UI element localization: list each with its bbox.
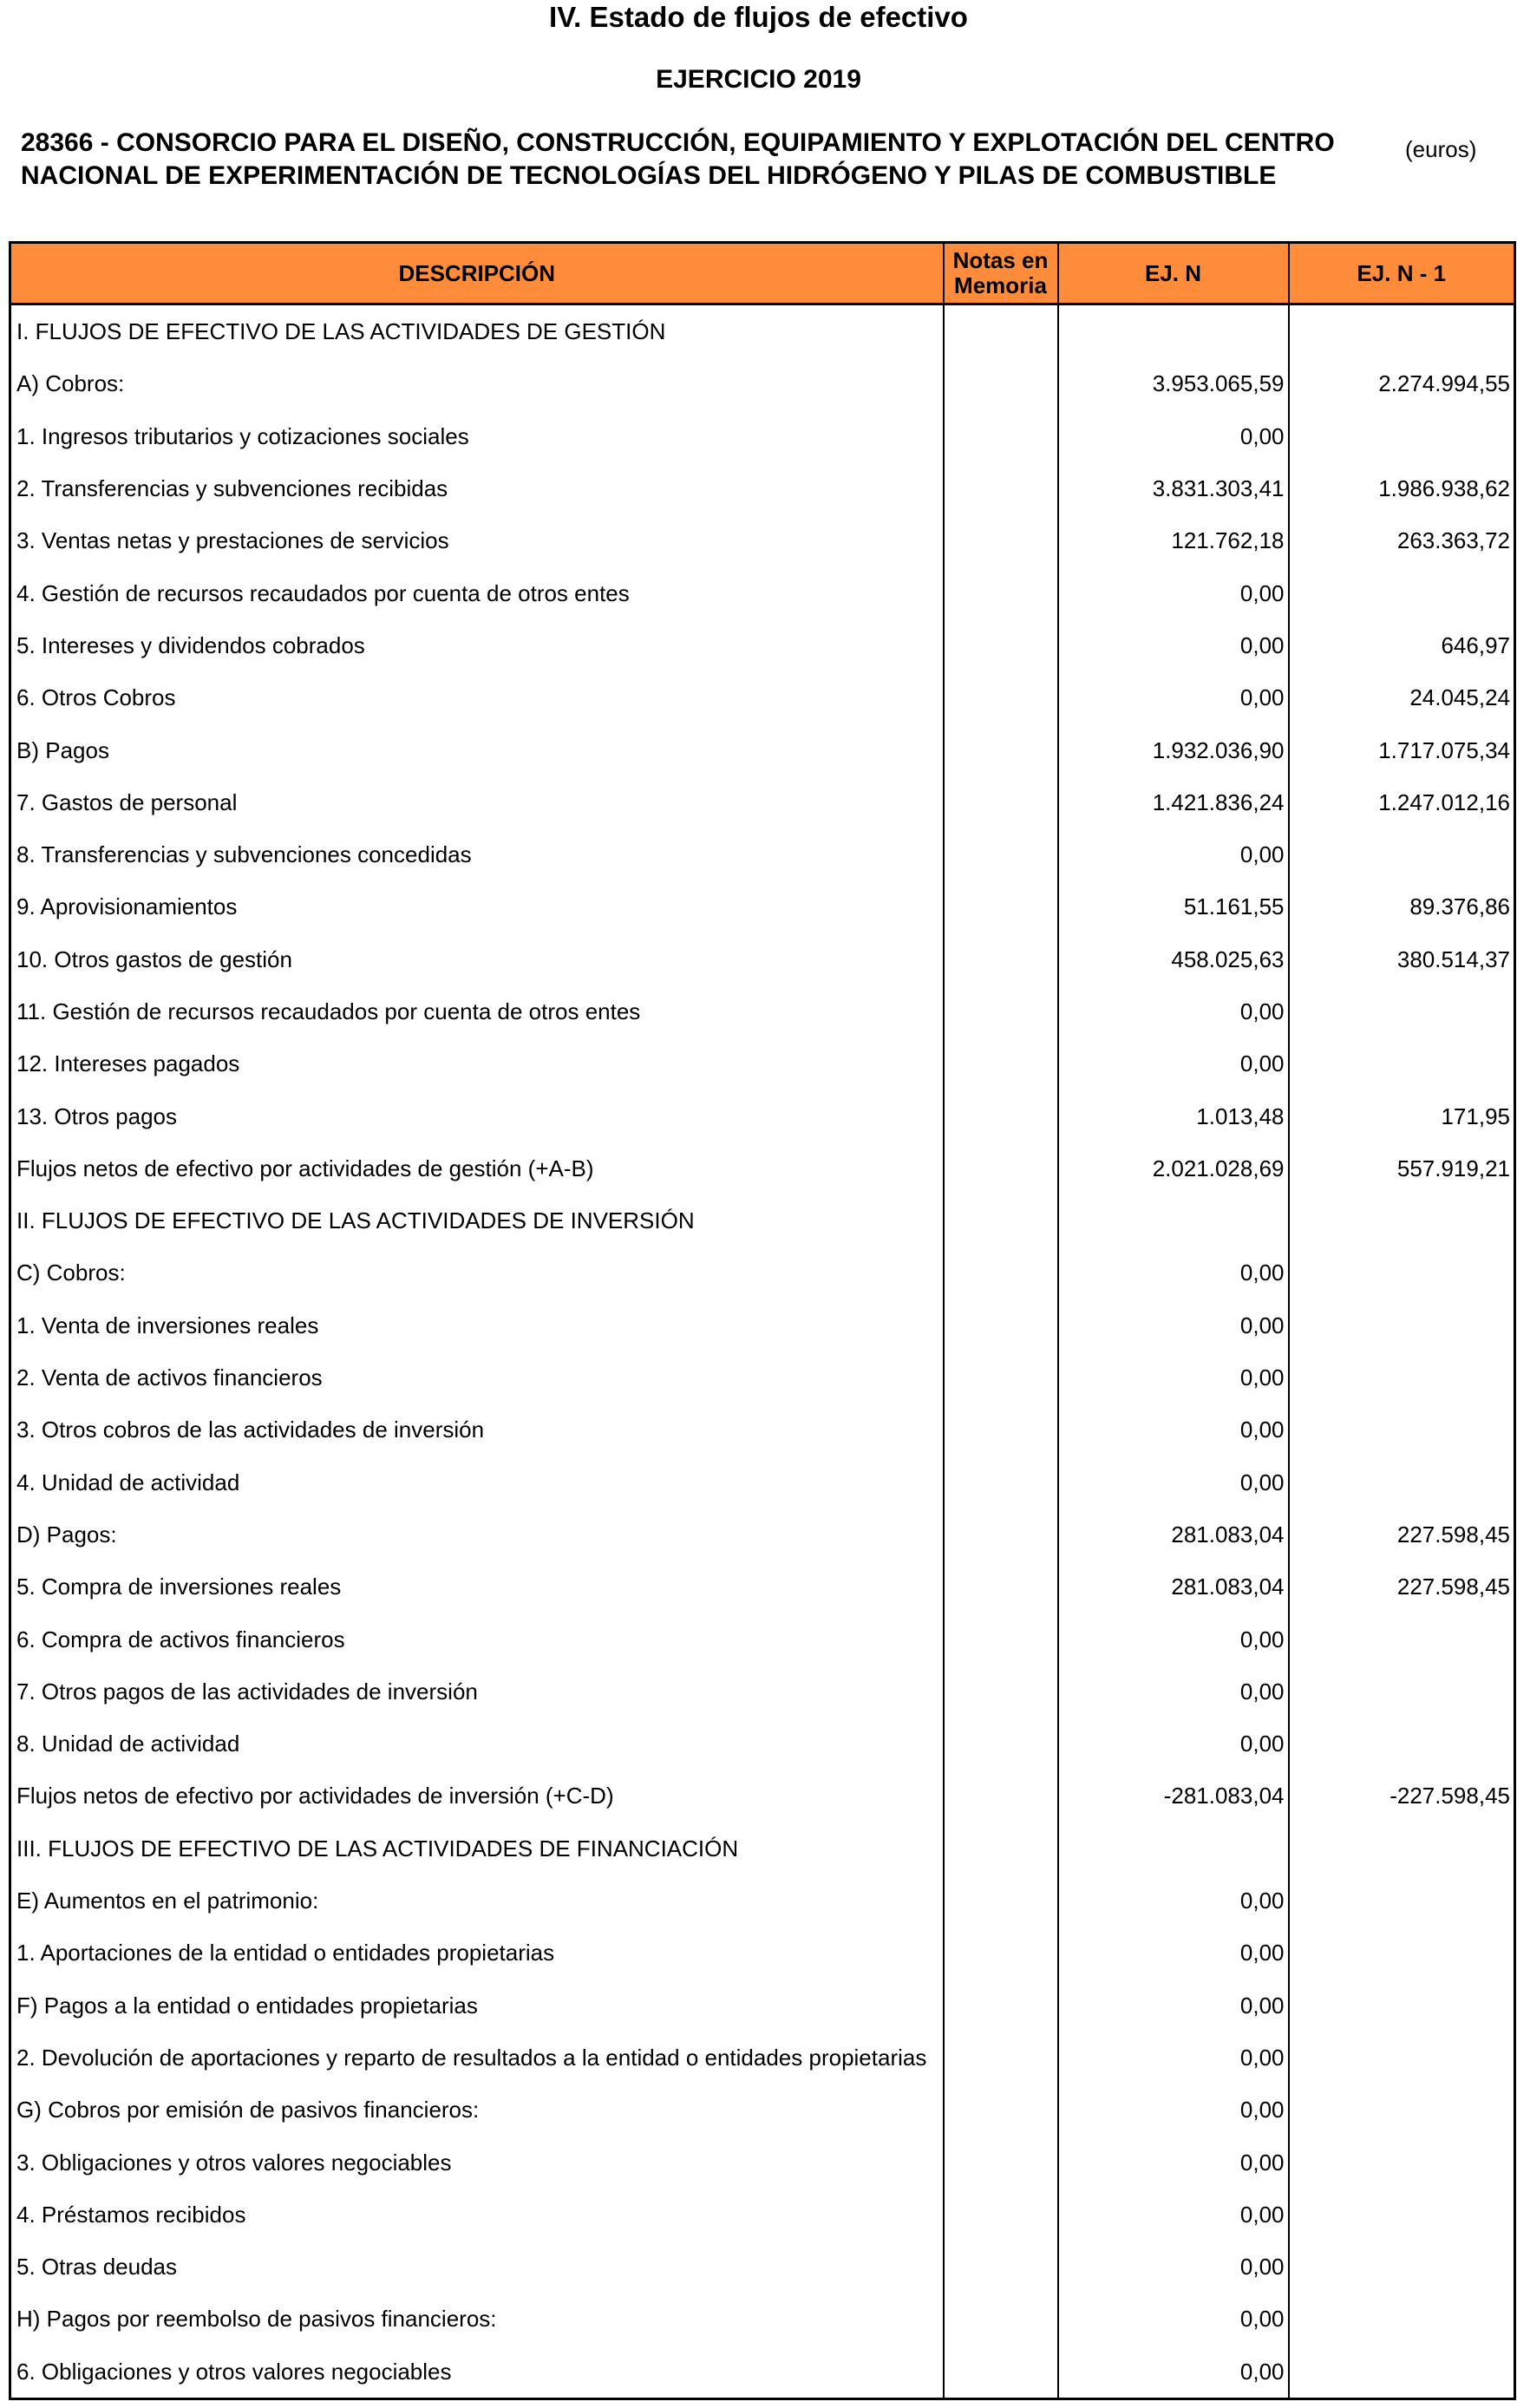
row-value-year-n: 0,00 — [1058, 1665, 1289, 1718]
row-value-year-n: 0,00 — [1058, 619, 1289, 671]
row-notes — [944, 2032, 1058, 2084]
row-value-year-n1 — [1289, 2293, 1515, 2345]
table-row — [10, 1508, 1515, 1561]
row-value-year-n1 — [1289, 566, 1515, 618]
row-value-year-n: 0,00 — [1058, 1979, 1289, 2032]
row-value-year-n: 3.831.303,41 — [1058, 462, 1289, 514]
row-value-year-n1 — [1289, 2241, 1515, 2293]
row-notes — [944, 1927, 1058, 1979]
table-row — [10, 1247, 1515, 1299]
table-body — [10, 304, 1515, 2399]
row-value-year-n1 — [1289, 1456, 1515, 1508]
table-row — [10, 1351, 1515, 1404]
table-row — [10, 723, 1515, 775]
row-value-year-n1 — [1289, 1404, 1515, 1456]
table-row — [10, 776, 1515, 828]
table-row — [10, 1456, 1515, 1508]
row-notes — [944, 1665, 1058, 1718]
row-notes — [944, 2293, 1058, 2345]
row-value-year-n: 0,00 — [1058, 1927, 1289, 1979]
row-description: 1. Aportaciones de la entidad o entidades propietarias — [10, 1927, 944, 1979]
row-description: D) Pagos: — [10, 1508, 944, 1561]
row-notes — [944, 1247, 1058, 1299]
row-notes — [944, 828, 1058, 880]
row-value-year-n: 0,00 — [1058, 1404, 1289, 1456]
table-row — [10, 566, 1515, 618]
header-row — [10, 243, 1515, 304]
row-value-year-n: 0,00 — [1058, 1351, 1289, 1404]
row-description: E) Aumentos en el patrimonio: — [10, 1875, 944, 1927]
table-row — [10, 1927, 1515, 1979]
table-row — [10, 2084, 1515, 2136]
row-description: 13. Otros pagos — [10, 1089, 944, 1142]
table-row — [10, 2346, 1515, 2399]
table-row — [10, 619, 1515, 671]
row-value-year-n1: 227.598,45 — [1289, 1561, 1515, 1613]
row-value-year-n1: 227.598,45 — [1289, 1508, 1515, 1561]
cash-flow-table — [9, 241, 1516, 2400]
row-description: 1. Ingresos tributarios y cotizaciones sociales — [10, 410, 944, 462]
row-value-year-n1: 1.717.075,34 — [1289, 723, 1515, 775]
row-value-year-n: 2.021.028,69 — [1058, 1142, 1289, 1194]
row-value-year-n1 — [1289, 1927, 1515, 1979]
row-notes — [944, 2346, 1058, 2399]
table-row — [10, 2241, 1515, 2293]
entity-name: 28366 - CONSORCIO PARA EL DISEÑO, CONSTRUCCIÓN, EQUIPAMIENTO Y EXPLOTACIÓN DEL CENTRO NACIONAL DE EXPERIMENTACIÓN DE TECNOLOGÍAS DEL HIDRÓGENO Y PILAS DE COMBUSTIBLE — [21, 128, 1335, 190]
row-notes — [944, 1299, 1058, 1351]
row-notes — [944, 776, 1058, 828]
row-value-year-n1 — [1289, 1247, 1515, 1299]
row-value-year-n: 1.013,48 — [1058, 1089, 1289, 1142]
row-value-year-n — [1058, 304, 1289, 358]
table-row — [10, 1770, 1515, 1822]
row-description: 8. Transferencias y subvenciones concedidas — [10, 828, 944, 880]
table-row — [10, 2189, 1515, 2241]
table-row — [10, 1613, 1515, 1665]
row-value-year-n1 — [1289, 1613, 1515, 1665]
row-notes — [944, 1404, 1058, 1456]
currency-note: (euros) — [1405, 136, 1477, 162]
row-description: II. FLUJOS DE EFECTIVO DE LAS ACTIVIDADES DE INVERSIÓN — [10, 1194, 944, 1247]
row-notes — [944, 723, 1058, 775]
row-notes — [944, 1142, 1058, 1194]
row-value-year-n: 0,00 — [1058, 2032, 1289, 2084]
row-description: 2. Transferencias y subvenciones recibidas — [10, 462, 944, 514]
row-notes — [944, 1875, 1058, 1927]
row-notes — [944, 985, 1058, 1037]
fiscal-year-subtitle: EJERCICIO 2019 — [656, 65, 861, 94]
row-value-year-n1 — [1289, 1351, 1515, 1404]
row-description: F) Pagos a la entidad o entidades propietarias — [10, 1979, 944, 2032]
row-description: Flujos netos de efectivo por actividades de inversión (+C-D) — [10, 1770, 944, 1822]
row-value-year-n: 0,00 — [1058, 1037, 1289, 1089]
row-value-year-n: 0,00 — [1058, 1247, 1289, 1299]
row-notes — [944, 514, 1058, 566]
row-description: 7. Otros pagos de las actividades de inversión — [10, 1665, 944, 1718]
row-value-year-n: 121.762,18 — [1058, 514, 1289, 566]
table-row — [10, 304, 1515, 358]
row-notes — [944, 2084, 1058, 2136]
row-description: 3. Ventas netas y prestaciones de servicios — [10, 514, 944, 566]
row-value-year-n: 281.083,04 — [1058, 1508, 1289, 1561]
row-description: 12. Intereses pagados — [10, 1037, 944, 1089]
row-notes — [944, 566, 1058, 618]
table-row — [10, 1665, 1515, 1718]
row-description: 6. Otros Cobros — [10, 671, 944, 723]
row-description: 5. Compra de inversiones reales — [10, 1561, 944, 1613]
row-description: 4. Gestión de recursos recaudados por cuenta de otros entes — [10, 566, 944, 618]
row-description: I. FLUJOS DE EFECTIVO DE LAS ACTIVIDADES DE GESTIÓN — [10, 304, 944, 358]
row-description: 6. Obligaciones y otros valores negociables — [10, 2346, 944, 2399]
row-description: 6. Compra de activos financieros — [10, 1613, 944, 1665]
row-value-year-n: 0,00 — [1058, 671, 1289, 723]
table-row — [10, 1979, 1515, 2032]
row-value-year-n1 — [1289, 1299, 1515, 1351]
row-value-year-n: 3.953.065,59 — [1058, 357, 1289, 409]
row-notes — [944, 304, 1058, 358]
row-description: 2. Devolución de aportaciones y reparto de resultados a la entidad o entidades propietarias — [10, 2032, 944, 2084]
row-value-year-n1: 380.514,37 — [1289, 933, 1515, 985]
row-notes — [944, 1561, 1058, 1613]
row-value-year-n: 0,00 — [1058, 1613, 1289, 1665]
row-value-year-n1 — [1289, 2084, 1515, 2136]
row-value-year-n: 0,00 — [1058, 1456, 1289, 1508]
row-description: A) Cobros: — [10, 357, 944, 409]
table-row — [10, 462, 1515, 514]
row-value-year-n1: 2.274.994,55 — [1289, 357, 1515, 409]
row-value-year-n1 — [1289, 828, 1515, 880]
table-row — [10, 1089, 1515, 1142]
row-description: C) Cobros: — [10, 1247, 944, 1299]
row-description: 8. Unidad de actividad — [10, 1718, 944, 1770]
row-notes — [944, 2136, 1058, 2188]
header-year-n: EJ. N — [1058, 243, 1289, 304]
row-notes — [944, 357, 1058, 409]
row-notes — [944, 1194, 1058, 1247]
table-row — [10, 2136, 1515, 2188]
table-row — [10, 880, 1515, 932]
row-notes — [944, 2189, 1058, 2241]
table-row — [10, 1404, 1515, 1456]
row-notes — [944, 1613, 1058, 1665]
row-value-year-n: 51.161,55 — [1058, 880, 1289, 932]
row-value-year-n: 0,00 — [1058, 2136, 1289, 2188]
row-value-year-n1 — [1289, 1037, 1515, 1089]
row-value-year-n1 — [1289, 1875, 1515, 1927]
row-value-year-n1: 557.919,21 — [1289, 1142, 1515, 1194]
table-row — [10, 1822, 1515, 1875]
row-value-year-n1 — [1289, 1194, 1515, 1247]
row-value-year-n: 0,00 — [1058, 410, 1289, 462]
row-description: 9. Aprovisionamientos — [10, 880, 944, 932]
row-value-year-n1: 171,95 — [1289, 1089, 1515, 1142]
row-description: 10. Otros gastos de gestión — [10, 933, 944, 985]
row-value-year-n1 — [1289, 2136, 1515, 2188]
header-description: DESCRIPCIÓN — [10, 243, 944, 304]
row-notes — [944, 619, 1058, 671]
table-row — [10, 2032, 1515, 2084]
row-value-year-n: 0,00 — [1058, 2346, 1289, 2399]
row-notes — [944, 410, 1058, 462]
row-value-year-n1 — [1289, 1822, 1515, 1875]
row-value-year-n1: 89.376,86 — [1289, 880, 1515, 932]
row-description: 5. Otras deudas — [10, 2241, 944, 2293]
row-notes — [944, 1037, 1058, 1089]
row-description: 2. Venta de activos financieros — [10, 1351, 944, 1404]
header-year-n1: EJ. N - 1 — [1289, 243, 1515, 304]
row-value-year-n1: 646,97 — [1289, 619, 1515, 671]
row-value-year-n: 458.025,63 — [1058, 933, 1289, 985]
row-description: 4. Préstamos recibidos — [10, 2189, 944, 2241]
row-value-year-n: 0,00 — [1058, 1718, 1289, 1770]
row-value-year-n: 0,00 — [1058, 2189, 1289, 2241]
table-row — [10, 1718, 1515, 1770]
row-description: 3. Otros cobros de las actividades de inversión — [10, 1404, 944, 1456]
row-value-year-n1: 1.986.938,62 — [1289, 462, 1515, 514]
row-value-year-n: 0,00 — [1058, 2241, 1289, 2293]
row-notes — [944, 1351, 1058, 1404]
row-description: 5. Intereses y dividendos cobrados — [10, 619, 944, 671]
table-row — [10, 2293, 1515, 2345]
row-description: 3. Obligaciones y otros valores negociables — [10, 2136, 944, 2188]
row-description: 7. Gastos de personal — [10, 776, 944, 828]
row-notes — [944, 1822, 1058, 1875]
row-notes — [944, 1718, 1058, 1770]
row-value-year-n1 — [1289, 304, 1515, 358]
table-row — [10, 1142, 1515, 1194]
row-value-year-n: 0,00 — [1058, 985, 1289, 1037]
row-value-year-n1 — [1289, 985, 1515, 1037]
row-value-year-n: 281.083,04 — [1058, 1561, 1289, 1613]
row-description: 4. Unidad de actividad — [10, 1456, 944, 1508]
table-row — [10, 1194, 1515, 1247]
table-row — [10, 828, 1515, 880]
table-row — [10, 1299, 1515, 1351]
row-value-year-n: 1.932.036,90 — [1058, 723, 1289, 775]
row-description: B) Pagos — [10, 723, 944, 775]
row-value-year-n: 0,00 — [1058, 828, 1289, 880]
row-notes — [944, 933, 1058, 985]
row-value-year-n1: 1.247.012,16 — [1289, 776, 1515, 828]
row-value-year-n: 0,00 — [1058, 2293, 1289, 2345]
table-row — [10, 1561, 1515, 1613]
row-notes — [944, 1456, 1058, 1508]
document-title: IV. Estado de flujos de efectivo — [549, 1, 968, 33]
row-notes — [944, 1979, 1058, 2032]
table-header — [10, 243, 1515, 304]
row-value-year-n1: 263.363,72 — [1289, 514, 1515, 566]
row-notes — [944, 1508, 1058, 1561]
row-notes — [944, 2241, 1058, 2293]
header-notes: Notas en Memoria — [944, 243, 1058, 304]
row-description: Flujos netos de efectivo por actividades de gestión (+A-B) — [10, 1142, 944, 1194]
table-row — [10, 671, 1515, 723]
row-notes — [944, 462, 1058, 514]
row-notes — [944, 671, 1058, 723]
row-notes — [944, 880, 1058, 932]
row-notes — [944, 1089, 1058, 1142]
row-value-year-n1 — [1289, 2346, 1515, 2399]
table-row — [10, 357, 1515, 409]
table-row — [10, 1037, 1515, 1089]
row-value-year-n: 0,00 — [1058, 1299, 1289, 1351]
row-value-year-n1: -227.598,45 — [1289, 1770, 1515, 1822]
row-value-year-n: 0,00 — [1058, 566, 1289, 618]
row-value-year-n: -281.083,04 — [1058, 1770, 1289, 1822]
row-description: G) Cobros por emisión de pasivos financieros: — [10, 2084, 944, 2136]
row-description: III. FLUJOS DE EFECTIVO DE LAS ACTIVIDADES DE FINANCIACIÓN — [10, 1822, 944, 1875]
table-row — [10, 514, 1515, 566]
row-value-year-n1 — [1289, 1979, 1515, 2032]
table-row — [10, 410, 1515, 462]
row-value-year-n — [1058, 1822, 1289, 1875]
row-value-year-n: 1.421.836,24 — [1058, 776, 1289, 828]
row-value-year-n: 0,00 — [1058, 2084, 1289, 2136]
row-value-year-n1: 24.045,24 — [1289, 671, 1515, 723]
table-row — [10, 933, 1515, 985]
row-value-year-n1 — [1289, 2032, 1515, 2084]
row-notes — [944, 1770, 1058, 1822]
table-row — [10, 985, 1515, 1037]
table-row — [10, 1875, 1515, 1927]
row-value-year-n1 — [1289, 2189, 1515, 2241]
row-value-year-n1 — [1289, 1665, 1515, 1718]
row-description: 11. Gestión de recursos recaudados por cuenta de otros entes — [10, 985, 944, 1037]
row-description: 1. Venta de inversiones reales — [10, 1299, 944, 1351]
row-value-year-n: 0,00 — [1058, 1875, 1289, 1927]
row-value-year-n1 — [1289, 410, 1515, 462]
row-description: H) Pagos por reembolso de pasivos financieros: — [10, 2293, 944, 2345]
row-value-year-n — [1058, 1194, 1289, 1247]
row-value-year-n1 — [1289, 1718, 1515, 1770]
